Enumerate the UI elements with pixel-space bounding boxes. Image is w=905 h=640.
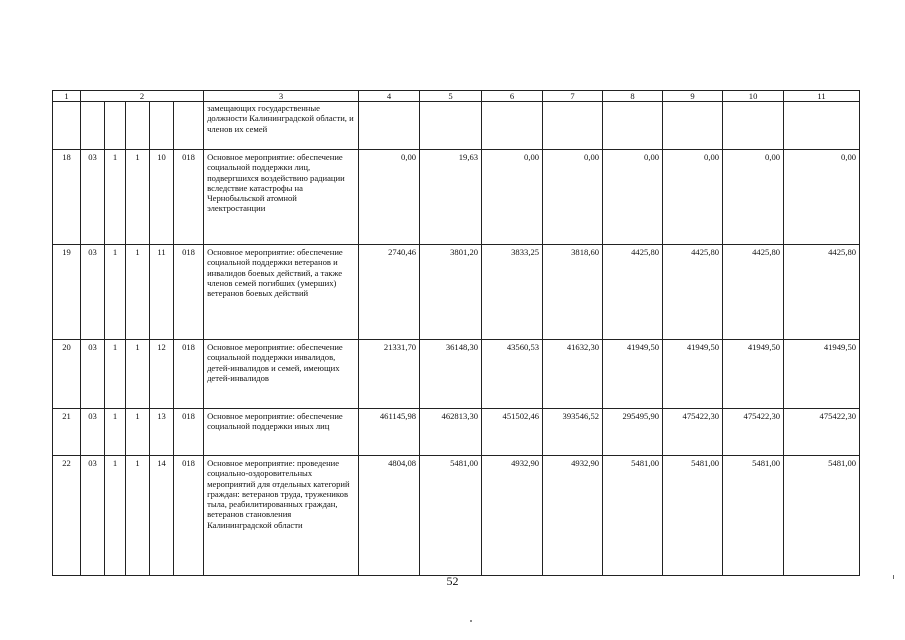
table-row: [53, 456, 860, 576]
value-cell: 5481,00: [663, 456, 723, 576]
value-cell: 4932,90: [543, 456, 603, 576]
value-cell: 4425,80: [723, 245, 784, 340]
value-cell: 0,00: [603, 150, 663, 245]
value-cell: 41949,50: [603, 340, 663, 409]
code-cell: 1: [105, 150, 126, 245]
event-description: замещающих государственные должности Калининградской области, и членов их семей: [204, 102, 359, 150]
value-cell: 5481,00: [603, 456, 663, 576]
value-cell: 4425,80: [784, 245, 860, 340]
header-cell: 3: [204, 91, 359, 102]
code-cell: 14: [150, 456, 174, 576]
code-cell: 03: [81, 150, 105, 245]
value-cell: 0,00: [784, 150, 860, 245]
scan-speck: [893, 575, 894, 579]
value-cell: 41632,30: [543, 340, 603, 409]
value-cell: 3818,60: [543, 245, 603, 340]
cell: [482, 102, 543, 150]
code-cell: 1: [126, 340, 150, 409]
header-cell: 10: [723, 91, 784, 102]
header-cell: 1: [53, 91, 81, 102]
value-cell: 0,00: [663, 150, 723, 245]
value-cell: 0,00: [723, 150, 784, 245]
cell: [150, 102, 174, 150]
scan-speck: [470, 620, 472, 622]
value-cell: 36148,30: [420, 340, 482, 409]
event-description: Основное мероприятие: обеспечение социальной поддержки иных лиц: [204, 409, 359, 456]
header-cell: 8: [603, 91, 663, 102]
cell: [420, 102, 482, 150]
event-description: Основное мероприятие: обеспечение социальной поддержки лиц, подвергшихся воздействию радиации вследствие катастрофы на Чернобыльской атомной электростанции: [204, 150, 359, 245]
event-description: Основное мероприятие: обеспечение социальной поддержки ветеранов и инвалидов боевых действий, а также членов семей погибших (умерших) ветеранов боевых действий: [204, 245, 359, 340]
cell: [723, 102, 784, 150]
code-cell: 13: [150, 409, 174, 456]
header-cell: 7: [543, 91, 603, 102]
cell: [603, 102, 663, 150]
value-cell: 41949,50: [663, 340, 723, 409]
row-number: 20: [53, 340, 81, 409]
cell: [126, 102, 150, 150]
cell: [81, 102, 105, 150]
value-cell: 295495,90: [603, 409, 663, 456]
cell: [663, 102, 723, 150]
cell: [53, 102, 81, 150]
code-cell: 1: [126, 456, 150, 576]
value-cell: 451502,46: [482, 409, 543, 456]
header-cell: 9: [663, 91, 723, 102]
row-number: 18: [53, 150, 81, 245]
value-cell: 475422,30: [784, 409, 860, 456]
code-cell: 018: [174, 245, 204, 340]
value-cell: 41949,50: [784, 340, 860, 409]
value-cell: 19,63: [420, 150, 482, 245]
row-number: 21: [53, 409, 81, 456]
value-cell: 475422,30: [663, 409, 723, 456]
code-cell: 12: [150, 340, 174, 409]
code-cell: 1: [105, 340, 126, 409]
value-cell: 393546,52: [543, 409, 603, 456]
code-cell: 018: [174, 456, 204, 576]
code-cell: 10: [150, 150, 174, 245]
table-row-continuation: [53, 102, 860, 150]
value-cell: 4425,80: [663, 245, 723, 340]
value-cell: 461145,98: [359, 409, 420, 456]
row-number: 22: [53, 456, 81, 576]
value-cell: 3833,25: [482, 245, 543, 340]
code-cell: 1: [126, 409, 150, 456]
code-cell: 03: [81, 340, 105, 409]
value-cell: 5481,00: [784, 456, 860, 576]
value-cell: 4804,08: [359, 456, 420, 576]
code-cell: 1: [126, 150, 150, 245]
code-cell: 03: [81, 245, 105, 340]
value-cell: 41949,50: [723, 340, 784, 409]
event-description: Основное мероприятие: обеспечение социальной поддержки инвалидов, детей-инвалидов и семей, имеющих детей-инвалидов: [204, 340, 359, 409]
value-cell: 0,00: [543, 150, 603, 245]
event-description: Основное мероприятие: проведение социально-оздоровительных мероприятий для отдельных категорий граждан: ветеранов труда, тружеников тыла, реабилитированных граждан, ветеранов становления Калининградской области: [204, 456, 359, 576]
code-cell: 1: [105, 409, 126, 456]
cell: [359, 102, 420, 150]
code-cell: 03: [81, 456, 105, 576]
value-cell: 3801,20: [420, 245, 482, 340]
row-number: 19: [53, 245, 81, 340]
code-cell: 1: [105, 456, 126, 576]
code-cell: 018: [174, 150, 204, 245]
budget-table: [52, 90, 860, 576]
value-cell: 0,00: [482, 150, 543, 245]
code-cell: 11: [150, 245, 174, 340]
code-cell: 1: [105, 245, 126, 340]
cell: [784, 102, 860, 150]
header-row: [53, 91, 860, 102]
value-cell: 462813,30: [420, 409, 482, 456]
cell: [543, 102, 603, 150]
table-row: [53, 340, 860, 409]
code-cell: 018: [174, 409, 204, 456]
page-number: 52: [446, 574, 459, 588]
value-cell: 5481,00: [420, 456, 482, 576]
header-cell: 11: [784, 91, 860, 102]
value-cell: 43560,53: [482, 340, 543, 409]
value-cell: 2740,46: [359, 245, 420, 340]
header-cell: 6: [482, 91, 543, 102]
value-cell: 4932,90: [482, 456, 543, 576]
table-row: [53, 245, 860, 340]
header-cell: 5: [420, 91, 482, 102]
table-row: [53, 150, 860, 245]
table-row: [53, 409, 860, 456]
code-cell: 03: [81, 409, 105, 456]
cell: [174, 102, 204, 150]
code-cell: 018: [174, 340, 204, 409]
value-cell: 5481,00: [723, 456, 784, 576]
value-cell: 475422,30: [723, 409, 784, 456]
header-cell: 2: [81, 91, 204, 102]
value-cell: 4425,80: [603, 245, 663, 340]
cell: [105, 102, 126, 150]
header-cell: 4: [359, 91, 420, 102]
code-cell: 1: [126, 245, 150, 340]
value-cell: 21331,70: [359, 340, 420, 409]
value-cell: 0,00: [359, 150, 420, 245]
